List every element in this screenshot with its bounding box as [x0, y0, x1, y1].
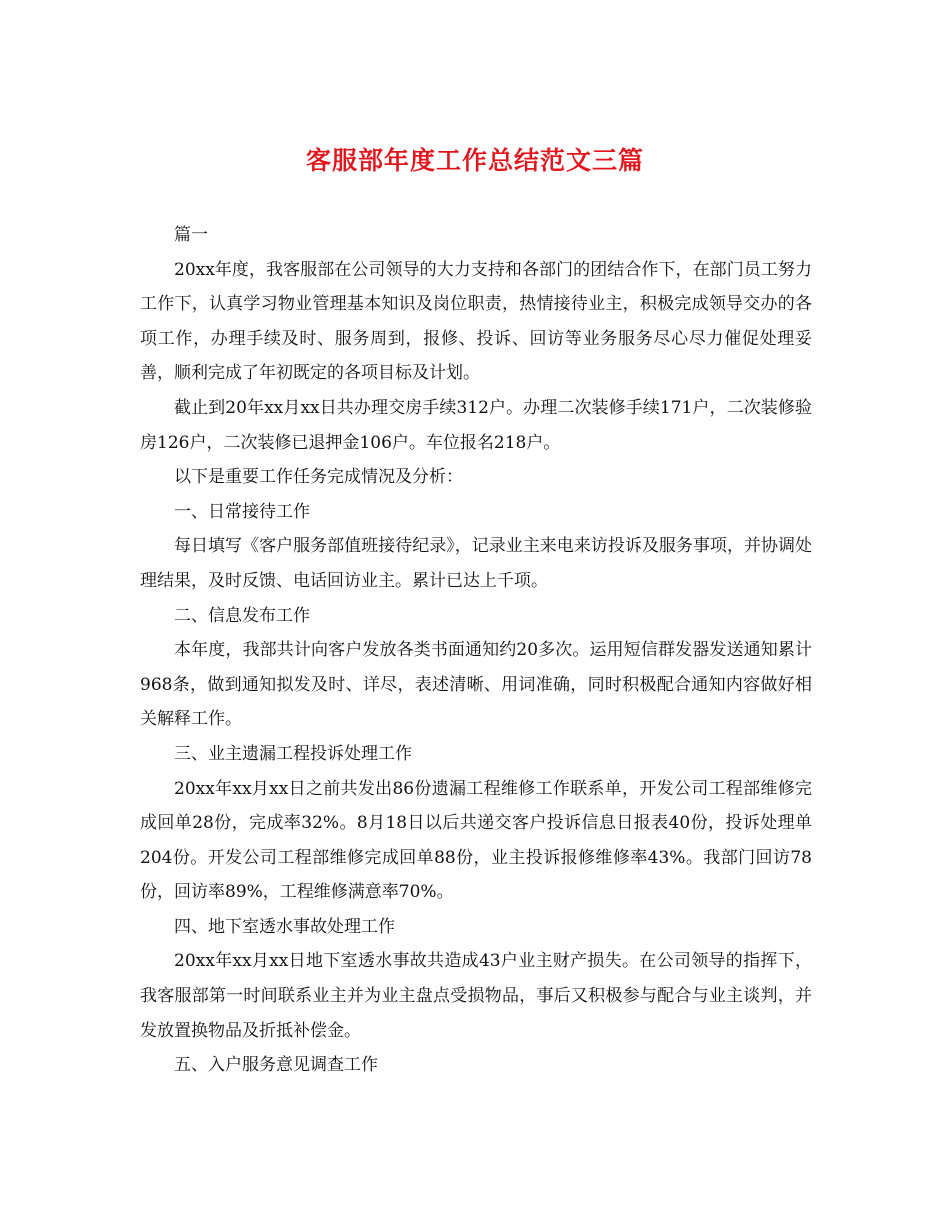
paragraph: 20xx年xx月xx日之前共发出86份遗漏工程维修工作联系单，开发公司工程部维修完成回单28份，完成率32%。8月18日以后共递交客户投诉信息日报表40份，投诉处理单204份。开发公司工程部维修完成回单88份，业主投诉报修维修率43%。我部门回访78份，回访率89%，工程维修满意率70%。: [140, 778, 812, 903]
section-heading: 三、业主遗漏工程投诉处理工作: [174, 743, 412, 764]
section-heading: 二、信息发布工作: [174, 605, 310, 626]
paragraph: 本年度，我部共计向客户发放各类书面通知约20多次。运用短信群发器发送通知累计968条，做到通知拟发及时、详尽，表述清晰、用词准确，同时积极配合通知内容做好相关解释工作。: [140, 640, 812, 730]
section-heading: 一、日常接待工作: [174, 501, 310, 522]
paragraph: 以下是重要工作任务完成情况及分析：: [174, 467, 463, 488]
paragraph: 20xx年xx月xx日地下室透水事故共造成43户业主财产损失。在公司领导的指挥下，我客服部第一时间联系业主并为业主盘点受损物品，事后又积极参与配合与业主谈判，并发放置换物品及折抵补偿金。: [140, 951, 812, 1041]
paragraph: 每日填写《客户服务部值班接待纪录》，记录业主来电来访投诉及服务事项，并协调处理结果，及时反馈、电话回访业主。累计已达上千项。: [140, 536, 812, 591]
paragraph: 20xx年度，我客服部在公司领导的大力支持和各部门的团结合作下，在部门员工努力工作下，认真学习物业管理基本知识及岗位职责，热情接待业主，积极完成领导交办的各项工作，办理手续及时、服务周到，报修、投诉、回访等业务服务尽心尽力催促处理妥善，顺利完成了年初既定的各项目标及计划。: [140, 259, 812, 384]
section-heading: 四、地下室透水事故处理工作: [174, 916, 395, 937]
section-heading: 五、入户服务意见调查工作: [174, 1055, 378, 1076]
section-label: 篇一: [174, 225, 208, 245]
document-title: 客服部年度工作总结范文三篇: [305, 146, 644, 175]
paragraph: 截止到20年xx月xx日共办理交房手续312户。办理二次装修手续171户，二次装修验房126户，二次装修已退押金106户。车位报名218户。: [140, 397, 812, 453]
document-body: [140, 218, 812, 1083]
